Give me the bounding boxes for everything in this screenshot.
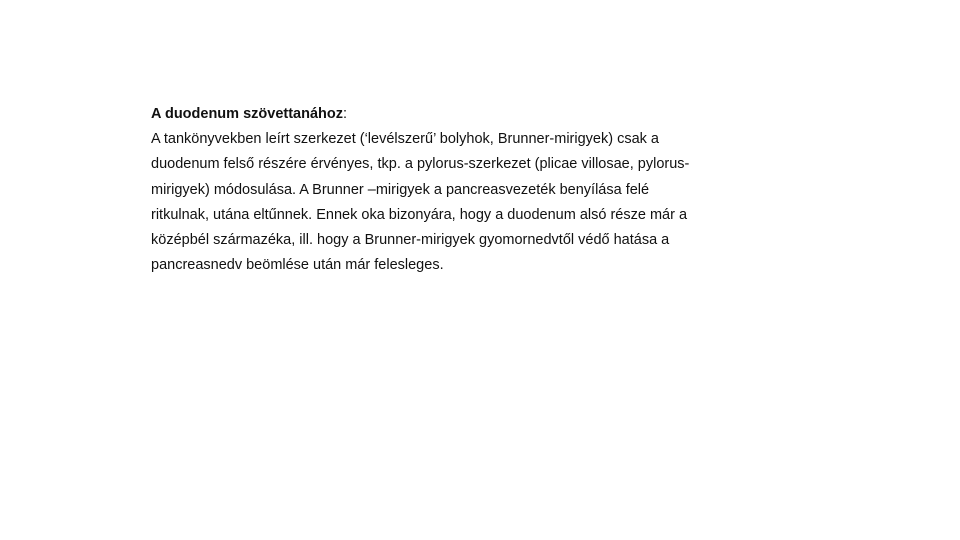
paragraph-line: A tankönyvekben leírt szerkezet (‘levélszerű’ bolyhok, Brunner-mirigyek) csak a xyxy=(151,131,659,148)
heading-text: A duodenum szövettanához xyxy=(151,106,343,122)
body-text-block xyxy=(151,102,791,278)
paragraph-line: duodenum felső részére érvényes, tkp. a pylorus-szerkezet (plicae villosae, pylorus- xyxy=(151,156,690,173)
paragraph-line: pancreasnedv beömlése után már felesleges. xyxy=(151,257,444,274)
paragraph-line: középbél származéka, ill. hogy a Brunner-mirigyek gyomornedvtől védő hatása a xyxy=(151,232,670,249)
heading-colon: : xyxy=(343,106,348,122)
paragraph-line: ritkulnak, utána eltűnnek. Ennek oka bizonyára, hogy a duodenum alsó része már a xyxy=(151,206,688,223)
paragraph-line: mirigyek) módosulása. A Brunner –mirigyek a pancreasvezeték benyílása felé xyxy=(151,181,650,198)
section-heading xyxy=(151,102,791,127)
